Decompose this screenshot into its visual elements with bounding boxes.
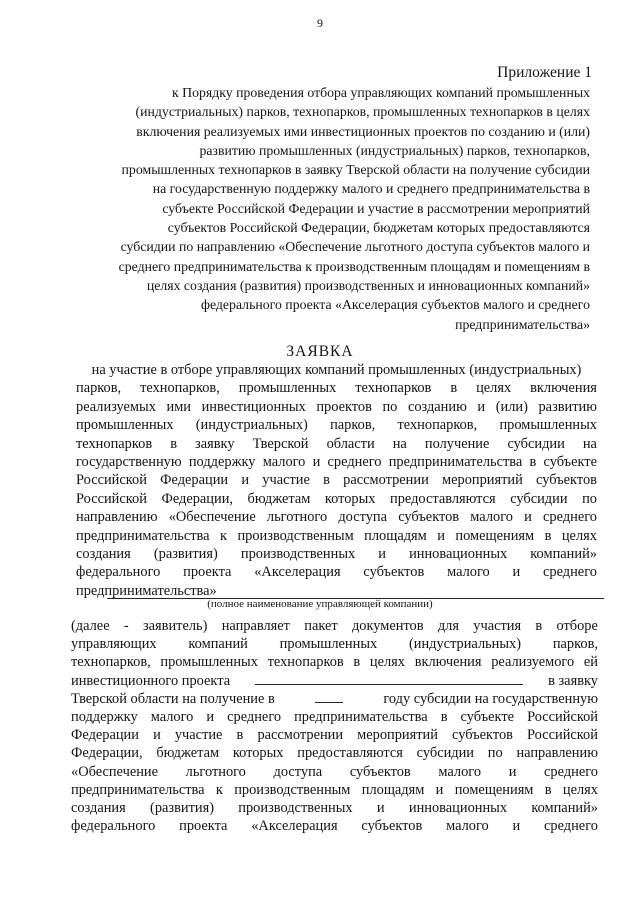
word: направляет — [221, 618, 290, 634]
word: созданию — [407, 398, 467, 415]
word: промышленных — [279, 636, 378, 653]
word: целях — [562, 781, 598, 798]
zayavka-title: ЗАЯВКА — [286, 343, 354, 360]
word: субъектов — [363, 564, 425, 581]
applicant-line-end: году субсидии на государственную — [383, 690, 598, 707]
word: создания — [71, 800, 126, 817]
appendix-line: субъектов Российской Федерации, бюджетам которых предоставляются — [167, 220, 590, 236]
appendix-line: субъекте Российской Федерации и участие в рассмотрении мероприятий — [162, 200, 590, 216]
word: технопарков, — [397, 417, 478, 434]
word: реализуемых — [76, 398, 156, 415]
word: промышленных — [160, 654, 258, 671]
appendix-text — [62, 83, 590, 334]
word: бюджетам — [156, 745, 220, 762]
word: к — [220, 527, 227, 544]
appendix-line: субсидии по направлению «Обеспечение льготного доступа субъектов малого и — [120, 239, 590, 255]
appendix-line: развитию промышленных (индустриальных) парков, технопарков, — [199, 142, 590, 158]
word: предпринимательства — [388, 454, 523, 471]
word: «Акселерация — [251, 818, 338, 835]
word: направлению — [516, 745, 598, 762]
word: документов — [351, 618, 424, 634]
word: мероприятий — [442, 472, 523, 489]
word: площадям — [364, 527, 427, 544]
word: целях — [476, 380, 512, 397]
word: субъекте — [543, 454, 597, 471]
word: и — [378, 546, 386, 563]
word: рассмотрении — [257, 727, 344, 744]
zayavka-line — [76, 508, 597, 526]
applicant-line — [71, 817, 598, 835]
word: и — [477, 398, 486, 415]
year-blank — [315, 690, 343, 703]
word: парков, — [330, 417, 376, 434]
word: (индустриальных) — [195, 417, 308, 434]
applicant-line — [71, 781, 598, 799]
applicant-line-start: инвестиционного проекта — [71, 672, 231, 689]
word: Тверской — [252, 435, 309, 452]
word: развитию — [538, 398, 597, 415]
word: инновационных — [409, 546, 508, 563]
word: мероприятий — [357, 727, 438, 744]
word: технопарков — [76, 435, 153, 452]
applicant-line — [71, 799, 598, 817]
word: парков, — [552, 636, 598, 653]
word: участие — [174, 727, 223, 744]
zayavka-line — [76, 471, 597, 489]
word: ей — [583, 654, 598, 671]
word: и — [153, 727, 161, 744]
word: субъекте — [460, 709, 515, 726]
word: Федерации — [71, 727, 139, 744]
applicant-line — [71, 726, 598, 744]
word: среднего — [544, 763, 598, 780]
word: по — [487, 745, 503, 762]
word: промышленных — [499, 417, 597, 434]
zayavka-line: на участие в отборе управляющих компаний промышленных (индустриальных) — [91, 362, 582, 378]
word: целях — [369, 654, 405, 671]
word: поддержку — [71, 709, 138, 726]
applicant-line-end: в заявку — [548, 672, 598, 689]
word: среднего — [543, 564, 597, 581]
word: предоставляются — [297, 745, 403, 762]
word: малого — [438, 763, 482, 780]
word: льготного — [266, 509, 328, 526]
zayavka-line: предпринимательства» — [76, 582, 217, 599]
zayavka-line — [76, 545, 597, 563]
word: для — [437, 618, 459, 634]
word: Российской — [76, 472, 147, 489]
word: управляющих — [71, 636, 157, 653]
word: в — [236, 727, 244, 744]
word: и — [437, 527, 445, 544]
word: предоставляются — [390, 490, 496, 507]
applicant-line — [71, 635, 598, 653]
applicant-line-start: Тверской области на получение в — [71, 690, 275, 707]
word: федерального — [76, 564, 161, 581]
word: площадям — [361, 781, 425, 798]
word: льготного — [185, 763, 246, 780]
word: субсидии — [416, 745, 475, 762]
zayavka-line — [76, 490, 597, 508]
zayavka-body — [76, 361, 597, 600]
word: и — [312, 454, 321, 471]
word: субсидии — [510, 490, 568, 507]
word: на — [392, 435, 407, 452]
word: технопарков, — [140, 380, 220, 397]
zayavka-line — [76, 416, 597, 434]
word: и — [376, 800, 385, 817]
appendix-line: к Порядку проведения отбора управляющих компаний промышленных — [171, 85, 590, 100]
word: Российской — [527, 709, 598, 726]
applicant-line — [71, 708, 598, 726]
appendix-line: включения реализуемых ими инвестиционных проектов по созданию и (или) — [136, 123, 590, 139]
word: малого — [446, 818, 489, 835]
word: производственных — [240, 546, 356, 563]
word: промышленных — [238, 380, 337, 397]
word: Российской — [76, 490, 147, 507]
word: компаний» — [531, 800, 598, 817]
word: (индустриальных) — [408, 636, 522, 653]
word: в — [170, 435, 177, 452]
company-name-caption: (полное наименование управляющей компании) — [207, 598, 433, 610]
applicant-line — [71, 763, 598, 781]
word: которых — [324, 490, 376, 507]
word: среднего — [327, 454, 382, 471]
applicant-line — [71, 653, 598, 671]
word: направлению — [76, 509, 158, 526]
word: бюджетам — [247, 490, 311, 507]
appendix-line: (индустриальных) парков, технопарков, промышленных технопарков в целях — [135, 104, 590, 120]
word: технопарков — [267, 654, 344, 671]
word: субсидии — [507, 435, 565, 452]
appendix-title: Приложение 1 — [497, 64, 592, 81]
word: субъектов — [349, 763, 411, 780]
word: Федерации — [160, 472, 229, 489]
word: инвестиционных — [201, 398, 306, 415]
word: малого — [447, 564, 490, 581]
word: производственных — [238, 800, 353, 817]
appendix-line: целях создания (развития) производственных и инновационных компаний» — [146, 277, 590, 293]
word: среднего — [543, 509, 597, 526]
word: инновационных — [408, 800, 508, 817]
word: и — [524, 509, 532, 526]
word: «Обеспечение — [71, 763, 158, 780]
word: субъектов — [536, 472, 597, 489]
word: по — [382, 398, 398, 415]
word: в — [535, 618, 543, 634]
appendix-line: промышленных технопарков в заявку Тверской области на получение субсидии — [121, 162, 590, 178]
word: и — [512, 564, 521, 581]
word: включения — [414, 654, 482, 671]
word: малого — [262, 454, 306, 471]
word: производственным — [234, 781, 351, 798]
word: заявку — [195, 435, 235, 452]
word: и — [508, 763, 517, 780]
word: и — [512, 818, 521, 835]
zayavka-line — [76, 435, 597, 453]
word: в — [544, 527, 552, 544]
appendix-line: предпринимательства» — [455, 316, 590, 332]
word: пакет — [304, 618, 338, 634]
word: субъектов — [398, 509, 460, 526]
word: (развития) — [150, 800, 214, 817]
word: реализуемого — [491, 654, 575, 671]
word: технопарков, — [71, 654, 151, 671]
word: включения — [530, 380, 597, 397]
word: в — [529, 454, 537, 471]
word: помещениям — [454, 781, 534, 798]
word: (развития) — [153, 546, 218, 563]
word: проектов — [316, 398, 372, 415]
word: предпринимательства — [76, 527, 210, 544]
word: «Акселерация — [254, 564, 341, 581]
word: Федерации, — [161, 490, 234, 507]
zayavka-line — [76, 527, 597, 545]
word: к — [215, 781, 223, 798]
word: получение — [424, 435, 490, 452]
word: малого — [150, 709, 194, 726]
word: (или) — [495, 398, 528, 415]
applicant-line — [71, 672, 598, 690]
word: доступа — [338, 509, 387, 526]
word: промышленных — [76, 417, 174, 434]
project-name-blank — [255, 672, 523, 685]
word: в — [440, 709, 448, 726]
applicant-line — [71, 617, 598, 635]
zayavka-line — [76, 398, 597, 416]
word: области — [326, 435, 375, 452]
word: рассмотрении — [343, 472, 429, 489]
word: (далее — [71, 618, 110, 634]
word: проекта — [179, 818, 228, 835]
word: отборе — [556, 618, 598, 634]
word: участия — [473, 618, 522, 634]
word: среднего — [544, 818, 598, 835]
word: и — [206, 709, 215, 726]
word: на — [582, 435, 597, 452]
word: и — [435, 781, 444, 798]
word: ими — [166, 398, 192, 415]
applicant-body — [71, 617, 598, 835]
zayavka-line — [76, 453, 597, 471]
word: Федерации, — [71, 745, 143, 762]
appendix-line: среднего предпринимательства к производственным площадям и помещениям в — [118, 258, 590, 274]
word: заявитель) — [142, 618, 208, 634]
word: «Обеспечение — [168, 509, 256, 526]
word: предпринимательства — [71, 781, 205, 798]
word: Российской — [527, 727, 598, 744]
word: в — [353, 654, 361, 671]
applicant-line — [71, 690, 598, 708]
word: в — [544, 781, 552, 798]
word: субъектов — [452, 727, 513, 744]
word: доступа — [273, 763, 323, 780]
word: создания — [76, 546, 131, 563]
word: поддержку — [188, 454, 256, 471]
word: помещениям — [455, 527, 535, 544]
zayavka-line — [76, 563, 597, 581]
word: которых — [232, 745, 284, 762]
word: государственную — [76, 454, 182, 471]
word: малого — [470, 509, 513, 526]
page-number: 9 — [317, 16, 323, 30]
applicant-line — [71, 744, 598, 762]
zayavka-line — [76, 379, 597, 397]
word: проекта — [183, 564, 232, 581]
appendix-line: на государственную поддержку малого и среднего предпринимательства в — [152, 181, 590, 197]
word: участие — [262, 472, 310, 489]
word: по — [582, 490, 597, 507]
word: в — [450, 380, 458, 397]
word: и — [241, 472, 250, 489]
word: технопарков — [355, 380, 432, 397]
word: федерального — [71, 818, 156, 835]
word: предпринимательства — [294, 709, 428, 726]
word: компаний — [188, 636, 248, 653]
word: - — [123, 618, 129, 634]
word: среднего — [227, 709, 282, 726]
appendix-line: федерального проекта «Акселерация субъектов малого и среднего — [201, 297, 590, 313]
word: субъектов — [361, 818, 423, 835]
word: целях — [561, 527, 597, 544]
word: парков, — [76, 380, 122, 397]
word: компаний» — [530, 546, 597, 563]
word: в — [323, 472, 330, 489]
word: производственным — [237, 527, 354, 544]
